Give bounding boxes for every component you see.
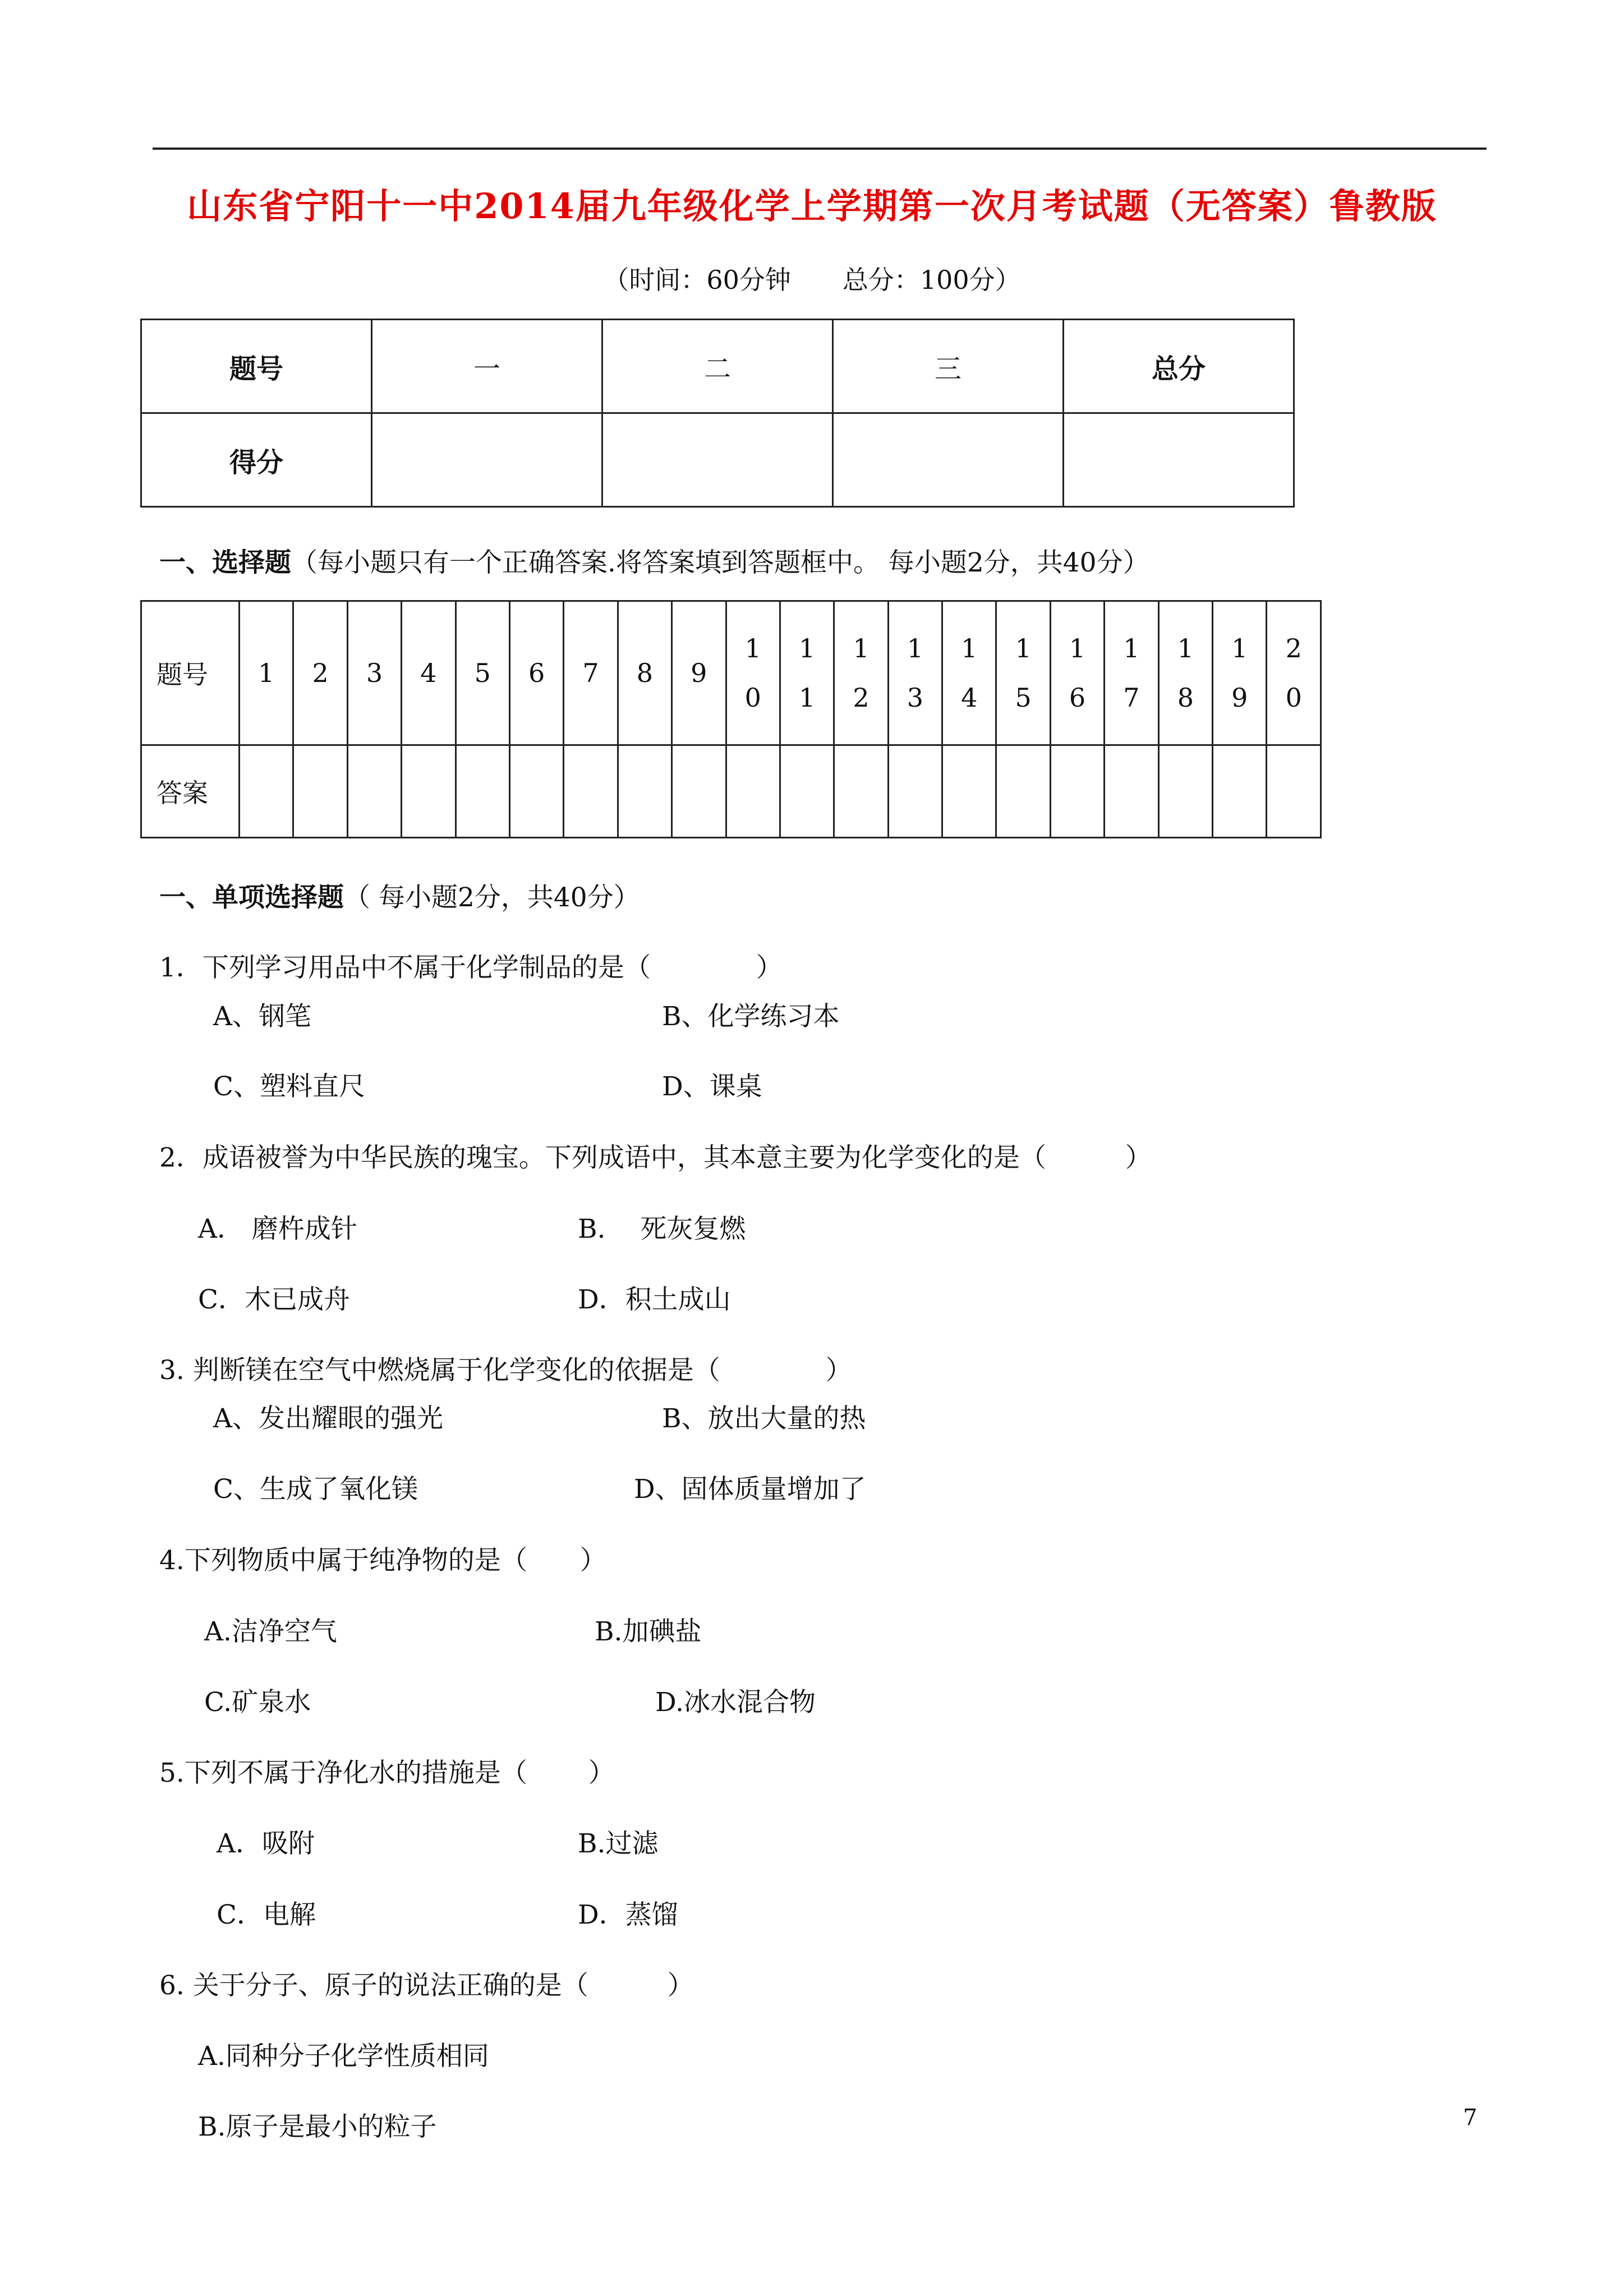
question-stem: 4.下列物质中属于纯净物的是（ ） xyxy=(159,1545,606,1576)
section2-heading-line xyxy=(159,877,640,914)
score-table xyxy=(140,319,1295,508)
score-header-cell: 二 xyxy=(602,320,833,413)
option-text: B、放出大量的热 xyxy=(662,1403,866,1434)
question-number-digit: 1 xyxy=(744,633,761,663)
answer-blank-cell[interactable] xyxy=(293,745,347,838)
question-number-digit: 1 xyxy=(1069,633,1086,663)
option-text: D、课桌 xyxy=(662,1071,762,1102)
answer-blank-cell[interactable] xyxy=(834,745,888,838)
question-number-cell xyxy=(1105,601,1158,745)
answer-blank-cell[interactable] xyxy=(347,745,401,838)
page-number: 7 xyxy=(1463,2105,1478,2131)
answer-blank-cell[interactable] xyxy=(1105,745,1158,838)
option-text: B.加碘盐 xyxy=(595,1616,702,1647)
answer-blank-cell[interactable] xyxy=(509,745,563,838)
option-text: C、生成了氧化镁 xyxy=(213,1474,418,1505)
answer-grid xyxy=(140,600,1322,838)
question-number-cell xyxy=(347,601,401,745)
question-number-digit: 9 xyxy=(691,658,707,688)
option-text: A.洁净空气 xyxy=(204,1616,337,1647)
question-number-digit: 1 xyxy=(907,633,924,663)
answer-blank-cell[interactable] xyxy=(456,745,509,838)
question-number-cell xyxy=(1050,601,1104,745)
question-stem: 3. 判断镁在空气中燃烧属于化学变化的依据是（ ） xyxy=(159,1355,852,1386)
question-number-digit: 2 xyxy=(853,683,869,713)
score-row-label: 得分 xyxy=(141,413,372,507)
section1-note: （每小题只有一个正确答案.将答案填到答题框中。 每小题2分，共40分） xyxy=(291,547,1149,578)
section1-heading-line xyxy=(159,542,1149,579)
score-header-cell: 总分 xyxy=(1064,320,1294,413)
option-text: B.原子是最小的粒子 xyxy=(198,2111,437,2142)
question-number-digit: 1 xyxy=(1177,633,1194,663)
option-text: D、固体质量增加了 xyxy=(634,1474,866,1505)
score-header-cell: 一 xyxy=(372,320,602,413)
question-number-digit: 8 xyxy=(1177,683,1194,713)
question-number-digit: 9 xyxy=(1231,683,1248,713)
question-number-digit: 1 xyxy=(798,633,816,663)
question-number-cell xyxy=(456,601,509,745)
option-text: C、塑料直尺 xyxy=(213,1071,365,1102)
question-number-cell xyxy=(1213,601,1267,745)
answer-grid-label: 答案 xyxy=(141,745,240,838)
question-number-digit: 8 xyxy=(636,658,654,688)
question-number-digit: 1 xyxy=(1015,633,1032,663)
option-text: B. 死灰复燃 xyxy=(578,1214,746,1244)
question-number-cell xyxy=(672,601,726,745)
question-stem: 2．成语被誉为中华民族的瑰宝。下列成语中，其本意主要为化学变化的是（ ） xyxy=(159,1142,1152,1173)
question-number-digit: 6 xyxy=(1069,683,1086,713)
score-blank-cell[interactable] xyxy=(1064,413,1294,507)
question-number-cell xyxy=(240,601,293,745)
question-number-digit: 1 xyxy=(1231,633,1248,663)
question-number-digit: 7 xyxy=(1123,683,1140,713)
option-text: B.过滤 xyxy=(578,1828,659,1859)
question-number-cell xyxy=(996,601,1050,745)
answer-blank-cell[interactable] xyxy=(996,745,1050,838)
section2-heading: 一、单项选择题 xyxy=(159,882,344,913)
question-number-cell xyxy=(402,601,456,745)
answer-blank-cell[interactable] xyxy=(726,745,780,838)
section2-note: （ 每小题2分，共40分） xyxy=(344,882,640,913)
answer-blank-cell[interactable] xyxy=(1267,745,1321,838)
option-text: A． 磨杵成针 xyxy=(198,1214,357,1244)
question-number-cell xyxy=(942,601,996,745)
question-number-cell xyxy=(726,601,780,745)
score-header-cell: 题号 xyxy=(141,320,372,413)
answer-blank-cell[interactable] xyxy=(618,745,671,838)
answer-blank-cell[interactable] xyxy=(1050,745,1104,838)
question-number-cell xyxy=(888,601,942,745)
answer-blank-cell[interactable] xyxy=(564,745,618,838)
question-number-digit: 2 xyxy=(1285,633,1302,663)
score-blank-cell[interactable] xyxy=(372,413,602,507)
question-number-cell xyxy=(834,601,888,745)
answer-blank-cell[interactable] xyxy=(942,745,996,838)
option-text: A、发出耀眼的强光 xyxy=(213,1403,443,1434)
answer-blank-cell[interactable] xyxy=(1213,745,1267,838)
option-text: C.矿泉水 xyxy=(204,1687,311,1718)
option-text: C．电解 xyxy=(217,1899,316,1930)
question-number-cell xyxy=(618,601,671,745)
question-number-digit: 0 xyxy=(1285,683,1302,713)
option-text: B、化学练习本 xyxy=(662,1001,840,1032)
question-number-digit: 3 xyxy=(907,683,924,713)
header-rule xyxy=(153,147,1487,150)
question-number-cell xyxy=(509,601,563,745)
question-stem: 5.下列不属于净化水的措施是（ ） xyxy=(159,1758,615,1788)
question-stem: 1．下列学习用品中不属于化学制品的是（ ） xyxy=(159,952,783,983)
answer-blank-cell[interactable] xyxy=(888,745,942,838)
option-text: A、钢笔 xyxy=(213,1001,311,1032)
question-number-digit: 4 xyxy=(961,683,978,713)
score-blank-cell[interactable] xyxy=(833,413,1064,507)
question-number-digit: 2 xyxy=(312,658,329,688)
question-number-cell xyxy=(564,601,618,745)
option-text: A.同种分子化学性质相同 xyxy=(198,2041,489,2072)
question-number-cell xyxy=(780,601,834,745)
answer-blank-cell[interactable] xyxy=(672,745,726,838)
question-number-digit: 1 xyxy=(258,658,275,688)
question-number-cell xyxy=(1158,601,1212,745)
question-number-digit: 5 xyxy=(1015,683,1032,713)
question-number-digit: 1 xyxy=(853,633,869,663)
question-number-digit: 7 xyxy=(582,658,599,688)
exam-title: 山东省宁阳十一中2014届九年级化学上学期第一次月考试题（无答案）鲁教版 xyxy=(187,186,1437,227)
question-stem: 6. 关于分子、原子的说法正确的是（ ） xyxy=(159,1970,694,2001)
answer-grid-label: 题号 xyxy=(141,601,240,745)
answer-blank-cell[interactable] xyxy=(240,745,293,838)
question-number-digit: 5 xyxy=(474,658,491,688)
question-number-digit: 0 xyxy=(744,683,761,713)
answer-blank-cell[interactable] xyxy=(780,745,834,838)
option-text: D．积土成山 xyxy=(578,1284,731,1315)
question-number-digit: 1 xyxy=(798,683,816,713)
section1-heading: 一、选择题 xyxy=(159,547,291,578)
question-number-cell xyxy=(1267,601,1321,745)
option-text: C．木已成舟 xyxy=(198,1284,350,1315)
answer-blank-cell[interactable] xyxy=(402,745,456,838)
question-number-digit: 1 xyxy=(1123,633,1140,663)
question-number-digit: 1 xyxy=(961,633,978,663)
question-number-digit: 4 xyxy=(420,658,437,688)
score-header-cell: 三 xyxy=(833,320,1064,413)
question-number-cell xyxy=(293,601,347,745)
option-text: A．吸附 xyxy=(217,1828,315,1859)
question-number-digit: 6 xyxy=(528,658,545,688)
answer-blank-cell[interactable] xyxy=(1158,745,1212,838)
option-text: D.冰水混合物 xyxy=(655,1687,816,1718)
score-blank-cell[interactable] xyxy=(602,413,833,507)
question-number-digit: 3 xyxy=(366,658,383,688)
exam-subtitle: （时间：60分钟 总分：100分） xyxy=(603,265,1021,295)
option-text: D．蒸馏 xyxy=(578,1899,678,1930)
